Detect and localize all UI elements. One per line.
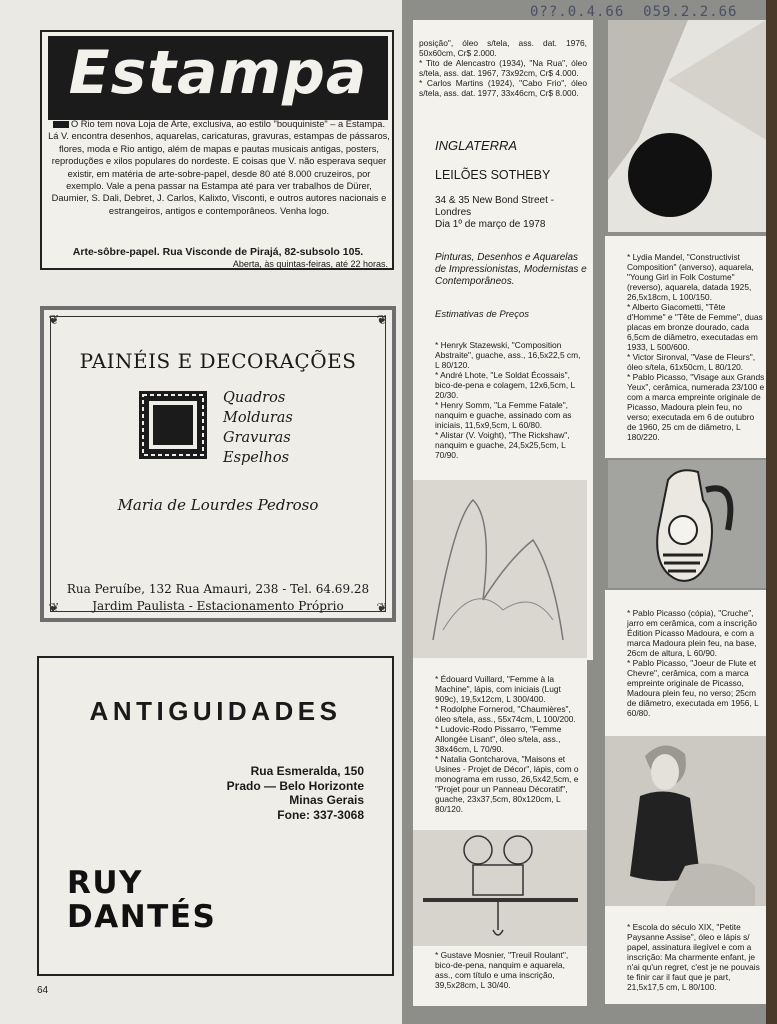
corner-ornament-icon: ❦ [376,312,388,327]
ruy-dantes-logo: RUY DANTÉS [67,865,217,935]
paineis-address-2: Jardim Paulista - Estacionamento Próprio [92,599,344,613]
lydia-mandel-image [608,20,766,232]
listing-mid: * Henryk Stazewski, "Composition Abstraite", guache, ass., 16,5x22,5 cm, L 80/120. * André Lhote, "Le Soldat Écossais", bico-de-pena e colagem, 12x6,5cm, L 20/30. * Henry Somm, "La Femme Fatale", nanquim e guache, assinado com as iniciais, 11,5x9,5cm, L 60/80. * Alistar (V. Voight), "The Rickshaw", nanquim e guache, 24,5x25,5cm, L 70/90. [435,340,581,460]
listing-low: * Édouard Vuillard, "Femme à la Machine", lápis, com iniciais (Lugt 909c), 19,5x12cm, L 300/400. * Rodolphe Fornerod, "Chaumières", óleo s/tela, ass., 55x74cm, L 100/200. * Ludovic-Rodo Pissarro, "Femme Allongée Lisant", óleo s/tela, ass., 38x46cm, L 70/90. * Natalia Gontcharova, "Maisons et Usines - Projet de Décor", lápis, com o monograma em russo, 26,5x42,5cm, e "Projet pour un Panneau Décoratif", guache, 23x37,5cm, 80x120cm, L 80/120. [435,674,579,814]
antiguidades-title: ANTIGUIDADES [89,696,342,726]
section-category: Pinturas, Desenhos e Aquarelas de Impressionistas, Modernistas e Contemporâneos. [435,252,587,287]
right-listing-text-2: * Pablo Picasso (cópia), "Cruche", jarro em cerâmica, com a inscrição Édition Picasso Madoura, e com a marca Madoura plein feu, na base, 26cm de altura, L 60/90. * Pablo Picasso, "Joeur de Flute et Chevre", cerâmica, com a marca empreinte originale de Picasso, Madoura plein feu, no verso; 25cm de diâmetro, executada em 1956, L 60/80. [627,608,759,718]
corner-ornament-icon: ❦ [48,600,60,615]
right-listing-2 [605,590,766,736]
antiguidades-ad [37,656,394,976]
estampa-body: O Rio tem nova Loja de Arte, exclusiva, ao estilo "bouquiniste" – a Estampa. Lá V. encontra desenhos, aquarelas, caricaturas, gravuras, estampas de pássaros, flores, moda e Rio antigo, além de mapas e pautas musicais antigas, posters, reproduções e xilos populares do nordeste. E coisas que V. não esperava sequer existir, em matéria de arte-sobre-papel, desde 80 até 8.000 cruzeiros, por exemplo. Vale a pena passar na Estampa até para ver trabalhos de Dürer, Daumier, S. Dali, Debret, J. Carlos, Kalixto, Visconti, e outros autores nacionais e estrangeiros, antigos e contemporâneos. Venha logo. [48,119,390,216]
listing-column-3 [413,946,587,1006]
section-country: INGLATERRA [435,138,518,153]
paineis-address: Rua Peruíbe, 132 Rua Amauri, 238 - Tel. 64.69.28 [66,582,370,596]
petite-paysanne-image [605,736,766,906]
service-item: Espelhos [223,450,290,466]
paineis-title: PAINÉIS E DECORAÇÕES [79,349,357,373]
page-number: 64 [37,985,49,996]
estampa-logo: Estampa [48,36,388,120]
paineis-ad [40,306,396,622]
vuillard-drawing-image [413,480,587,658]
frame-icon [137,389,209,461]
section-estimates: Estimativas de Preços [435,309,529,320]
paineis-services [223,388,293,468]
right-listing-text-3: * Escola do século XIX, "Petite Paysanne Assise", óleo e lápis s/ papel, assinatura ilegível e com a inscrição: Ma charmente enfant, je n'ai qu'un regret, c'est je ne pouvais te finir car il faut que je part, 21,5x17,5 cm, L 80/100. [627,922,760,992]
listing-bottom: * Gustave Mosnier, "Treuil Roulant", bico-de-pena, nanquim e aquarela, ass., com título e uma inscrição, 39,5x28cm, L 30/40. [435,950,569,990]
service-item: Molduras [223,410,293,426]
antiguidades-address: Rua Esmeralda, 150 Prado — Belo Horizonte Minas Gerais Fone: 337-3068 [226,764,364,822]
picasso-jug-image [608,460,766,588]
corner-ornament-icon: ❦ [376,600,388,615]
service-item: Quadros [223,390,286,406]
right-listing-3 [605,906,766,1004]
paineis-owner: Maria de Lourdes Pedroso [117,496,319,514]
estampa-ad [40,30,394,270]
service-item: Gravuras [223,430,291,446]
paineis-frame [48,312,388,615]
listing-top: posição", óleo s/tela, ass. dat. 1976, 50x60cm, Cr$ 2.000. * Tito de Alencastro (1934), "Na Rua", óleo s/tela, ass. dat. 1967, 73x92cm, Cr$ 4.000. * Carlos Martins (1924), "Cabo Frio", óleo s/tela, ass. dat. 1977, 33x46cm, Cr$ 8.000. [419,38,587,98]
treuil-roulant-image [413,830,587,946]
right-listing-text-1: * Lydia Mandel, "Constructivist Composition" (anverso), aquarela, "Young Girl in Folk Costume" (reverso), aquarela, datada 1925, 26,5x18cm, L 100/150. * Alberto Giacometti, "Tête d'Homme" e "Tête de Femme", duas placas em bronze dourado, cada 6,5cm de diâmetro, executadas em 1933, L 500/600. * Victor Sironval, "Vase de Fleurs", óleo s/tela, 61x50cm, L 80/120. * Pablo Picasso, "Visage aux Grands Yeux", cerâmica, numerada 23/100 e com a marca empreinte originale de Picasso, Madoura plein feu, no verso; executada em 6 de outubro de 1960, 25 cm de diâmetro, L 180/220. [627,252,765,442]
section-house: LEILÕES SOTHEBY [435,168,551,182]
estampa-hours: Aberta, às quintas-feiras, até 22 horas. [232,259,388,269]
right-listing-1 [605,236,766,458]
listing-column-2 [413,660,587,830]
section-address: 34 & 35 New Bond Street - Londres Dia 1º de março de 1978 [435,195,554,230]
estampa-address: Arte-sôbre-papel. Rua Visconde de Pirajá, 82-subsolo 105. [72,246,364,258]
book-binding-edge [766,0,777,1024]
corner-ornament-icon: ❦ [48,312,60,327]
bullet-icon [53,121,69,128]
handwritten-annotation: 0??.0.4.66 059.2.2.66 [530,4,738,20]
